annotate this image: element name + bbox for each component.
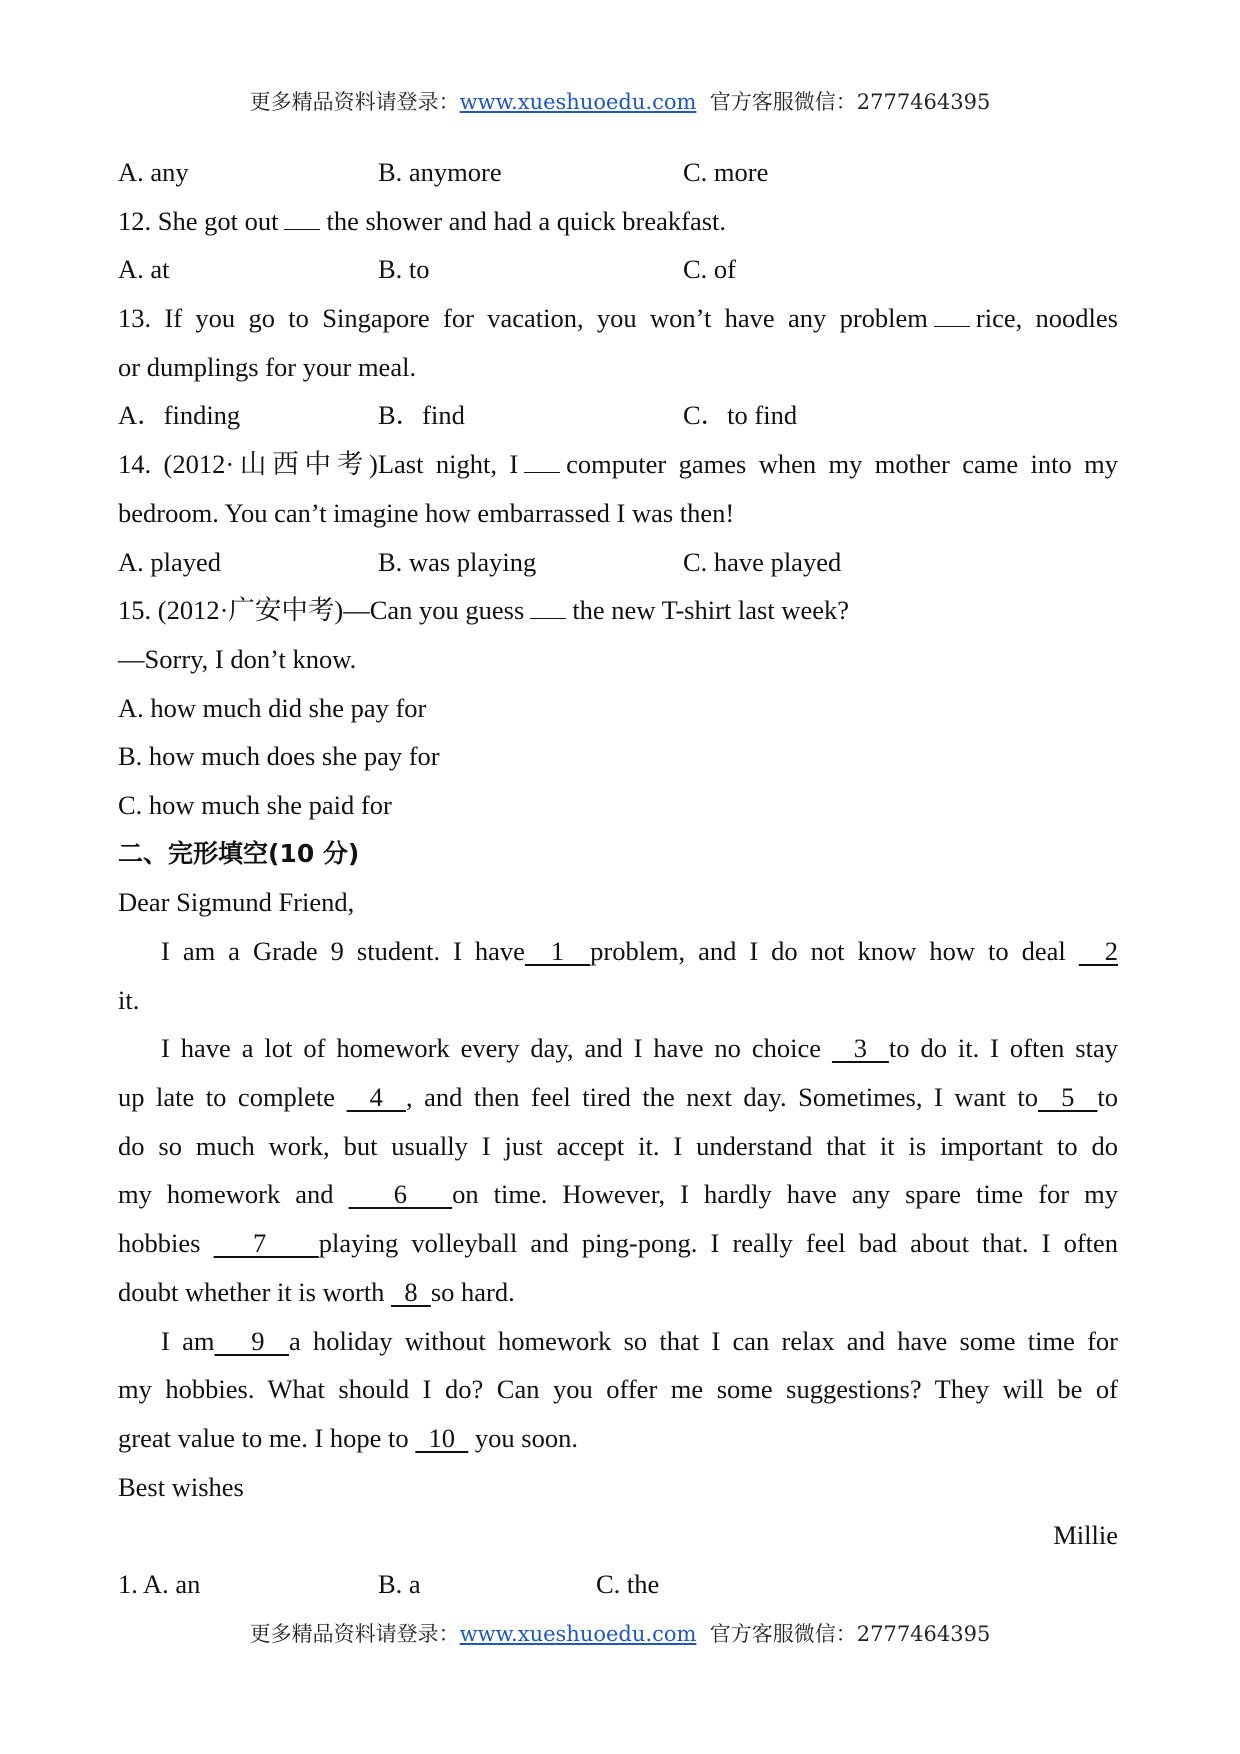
q14-blank [524, 446, 560, 473]
letter-text: to [1097, 1082, 1119, 1113]
blank-2: 2 [1078, 936, 1119, 966]
q12-option-a: A. at [118, 254, 170, 285]
q15-option-c: C. how much she paid for [118, 789, 392, 820]
document-body [118, 150, 1118, 1611]
letter-p1-line1 [118, 929, 1118, 978]
letter-text: my homework and [118, 1179, 334, 1210]
letter-p3-line2: my hobbies. What should I do? Can you offer me some suggestions? They will be of [118, 1374, 1118, 1405]
q15-text-b: the new T-shirt last week? [572, 595, 850, 626]
q11-option-c: C. more [683, 157, 769, 187]
letter-text: I am [161, 1325, 215, 1356]
q13-options [118, 393, 1118, 442]
q12-option-b: B. to [378, 254, 430, 285]
q15-blank [530, 592, 566, 619]
letter-p2-line2 [118, 1075, 1118, 1124]
q12-stem [118, 199, 1118, 248]
letter-p2-line4 [118, 1172, 1118, 1221]
q14-stem-line2: bedroom. You can’t imagine how embarrassed I was then! [118, 497, 735, 528]
q14-options [118, 540, 1118, 589]
blank-3: 3 [831, 1033, 889, 1064]
letter-p2-line3: do so much work, but usually I just accept it. I understand that it is important to do [118, 1130, 1118, 1161]
q12-blank [284, 203, 320, 230]
header-link[interactable]: www.xueshuoedu.com [459, 90, 697, 114]
letter-p1-line2: it. [118, 984, 140, 1015]
letter-text: hobbies [118, 1228, 201, 1259]
letter-text: to do it. I often stay [888, 1033, 1118, 1064]
cloze-q1-option-a: 1. A. an [118, 1568, 201, 1599]
q13-option-c: C．to find [683, 400, 798, 431]
q13-stem-line1 [118, 296, 1118, 345]
blank-8: 8 [391, 1276, 431, 1307]
q12-text-b: the shower and had a quick breakfast. [326, 205, 727, 236]
q15-option-a: A. how much did she pay for [118, 692, 427, 723]
q14-stem-line1 [118, 442, 1118, 491]
q14-option-b: B. was playing [378, 546, 537, 577]
letter-text: you soon. [474, 1422, 578, 1453]
blank-4: 4 [346, 1082, 406, 1113]
q13-option-a: A．finding [118, 400, 241, 431]
q15-stem-line2: —Sorry, I don’t know. [118, 643, 357, 674]
blank-7: 7 [213, 1228, 319, 1259]
letter-text: doubt whether it is worth [118, 1276, 385, 1307]
q14-option-a: A. played [118, 546, 222, 577]
q11-option-b: B. anymore [378, 157, 502, 187]
blank-9: 9 [214, 1325, 290, 1356]
blank-5: 5 [1038, 1082, 1098, 1113]
letter-p3-line1 [118, 1319, 1118, 1368]
blank-10: 10 [415, 1422, 469, 1453]
letter-text: so hard. [430, 1276, 515, 1307]
blank-1: 1 [524, 936, 591, 966]
letter-text: I have a lot of homework every day, and I have no choice [161, 1033, 821, 1064]
section-title: 二、完形填空(10 分) [118, 838, 360, 868]
footer-link[interactable]: www.xueshuoedu.com [459, 1622, 697, 1646]
page-header [0, 86, 1240, 116]
letter-text: up late to complete [118, 1082, 336, 1113]
q13-text-a: 13. If you go to Singapore for vacation, you won’t have any problem [118, 303, 928, 334]
blank-6: 6 [348, 1179, 453, 1210]
q11-option-a: A. any [118, 157, 189, 187]
letter-text: on time. However, I hardly have any spare time for my [452, 1179, 1118, 1210]
letter-text: , and then feel tired the next day. Sometimes, I want to [405, 1082, 1039, 1113]
q13-option-b: B．find [378, 400, 465, 431]
q13-text-b: rice, noodles [975, 303, 1118, 334]
cloze-q1-option-b: B. a [378, 1568, 421, 1599]
q12-options [118, 247, 1118, 296]
letter-p2-line1 [118, 1026, 1118, 1075]
letter-text: I am a Grade 9 student. I have [161, 936, 525, 966]
letter-text: a holiday without homework so that I can relax and have some time for [289, 1325, 1119, 1356]
letter-text: great value to me. I hope to [118, 1422, 409, 1453]
letter-closing: Best wishes [118, 1471, 244, 1502]
q15-text-a: 15. (2012·广安中考)—Can you guess [118, 595, 525, 626]
q11-options [118, 150, 1118, 199]
footer-prefix: 更多精品资料请登录： [249, 1622, 460, 1646]
letter-text: playing volleyball and ping-pong. I really feel bad about that. I often [318, 1228, 1119, 1259]
letter-text: problem, and I do not know how to deal [590, 936, 1066, 966]
letter-p2-line5 [118, 1221, 1118, 1270]
q13-blank [934, 300, 970, 327]
letter-signature: Millie [1053, 1520, 1118, 1551]
q15-option-b: B. how much does she pay for [118, 741, 440, 772]
page-footer [0, 1618, 1240, 1648]
letter-greeting: Dear Sigmund Friend, [118, 887, 355, 918]
q13-stem-line2: or dumplings for your meal. [118, 351, 417, 382]
header-suffix: 官方客服微信：2777464395 [696, 90, 991, 114]
cloze-q1-options [118, 1562, 1118, 1611]
q14-text-a: 14. (2012·山西中考)Last night, I [118, 449, 519, 480]
q15-stem-line1 [118, 588, 1118, 637]
header-prefix: 更多精品资料请登录： [249, 90, 460, 114]
q14-option-c: C. have played [683, 546, 842, 577]
letter-p3-line3 [118, 1416, 1118, 1465]
letter-p2-line6 [118, 1270, 1118, 1319]
cloze-q1-option-c: C. the [596, 1568, 660, 1599]
q14-text-b: computer games when my mother came into my [566, 449, 1118, 480]
q12-option-c: C. of [683, 254, 736, 285]
q12-text-a: 12. She got out [118, 205, 279, 236]
footer-suffix: 官方客服微信：2777464395 [696, 1622, 991, 1646]
